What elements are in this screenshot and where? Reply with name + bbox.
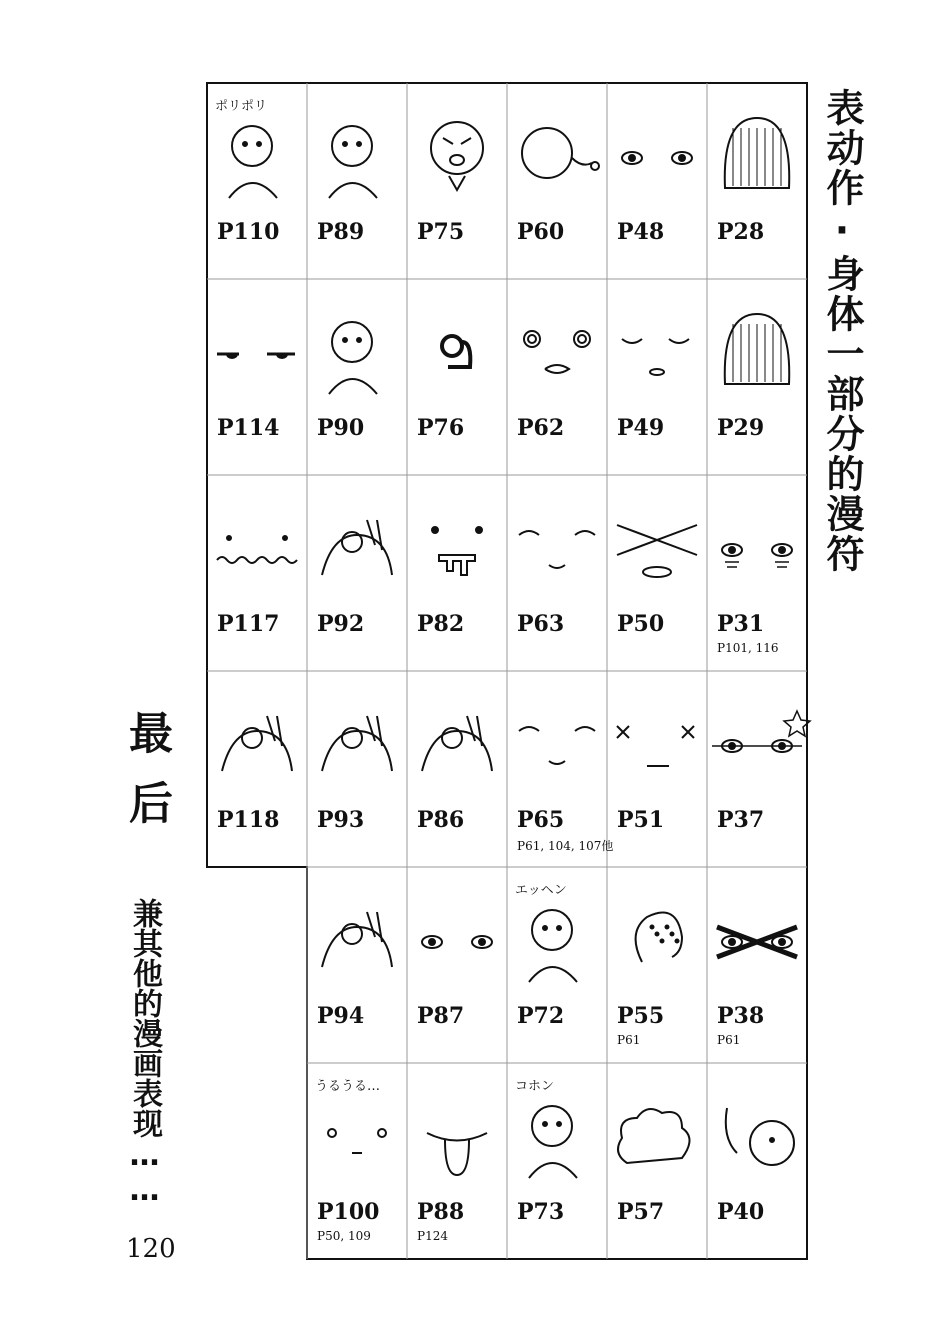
page-reference-label: P92: [317, 611, 365, 637]
page-reference-label: P37: [717, 807, 765, 833]
page-reference-label: P57: [617, 1199, 665, 1225]
wink-eyes-icon: [422, 936, 492, 948]
dotted-head-icon: [636, 913, 682, 963]
spiral-eyes-icon: [524, 331, 590, 373]
chapter-title: 最后: [121, 710, 172, 850]
peace-sign-person-icon: [329, 126, 377, 198]
half-closed-eyes-icon: [217, 354, 295, 358]
hair-bob-icon: [725, 118, 789, 188]
page-reference-label: P82: [417, 611, 465, 637]
page-reference-label: P89: [317, 219, 365, 245]
wavy-mouth-icon: [217, 536, 297, 563]
page-reference-label: P87: [417, 1003, 465, 1029]
chapter-subtitle: 兼其他的漫画表现……: [127, 898, 162, 1208]
flexed-arm-icon: [422, 716, 492, 771]
page-reference-label: P117: [217, 611, 280, 637]
x-eyes-icon: [617, 726, 694, 766]
page-reference-label: P63: [517, 611, 565, 637]
page-reference-label: P72: [517, 1003, 565, 1029]
thinking-person-icon: [329, 322, 377, 394]
ghost-head-icon: [726, 1108, 794, 1165]
page-reference-label: P88: [417, 1199, 465, 1225]
closed-eyes-lashes-icon: [622, 339, 689, 375]
page-reference-label: P55: [617, 1003, 665, 1029]
page-reference-label: P28: [717, 219, 765, 245]
page-number: 120: [126, 1234, 176, 1264]
sound-effect-text: エッヘン: [515, 883, 567, 898]
page-reference-label: P110: [217, 219, 280, 245]
angry-eyes-icon: [717, 927, 797, 957]
additional-page-reference: P101, 116: [717, 641, 779, 655]
additional-page-reference: P61: [717, 1033, 741, 1047]
page-reference-label: P48: [617, 219, 665, 245]
crying-face-icon: [328, 1129, 386, 1153]
smile-face-icon: [519, 531, 595, 568]
teary-eyes-icon: [722, 544, 792, 567]
messy-hair-icon: [725, 314, 789, 384]
tongue-out-icon: [427, 1133, 487, 1175]
star-eyes-icon: [712, 711, 810, 752]
cough-person-icon: [529, 910, 577, 982]
round-face-sweat-icon: [522, 128, 599, 178]
page-reference-label: P86: [417, 807, 465, 833]
page-reference-label: P29: [717, 415, 765, 441]
page-title: 表动作·身体一部分的漫符: [820, 88, 864, 574]
smoke-cloud-icon: [618, 1109, 690, 1163]
additional-page-reference: P50, 109: [317, 1229, 371, 1243]
sound-effect-text: コホン: [515, 1079, 555, 1094]
additional-page-reference: P124: [417, 1229, 448, 1243]
kneeling-legs-icon: [222, 716, 292, 771]
page-reference-label: P76: [417, 415, 465, 441]
page-reference-label: P114: [217, 415, 280, 441]
page-reference-label: P90: [317, 415, 365, 441]
drooling-face-icon: [432, 527, 482, 575]
page-reference-label: P49: [617, 415, 665, 441]
clap-hand-icon: [322, 912, 392, 967]
crouched-figure-icon: [442, 336, 470, 367]
page-reference-label: P51: [617, 807, 665, 833]
page-reference-label: P118: [217, 807, 280, 833]
phone-call-icon: [229, 126, 277, 198]
crossed-lines-icon: [617, 525, 697, 577]
page-reference-label: P40: [717, 1199, 765, 1225]
page-reference-label: P93: [317, 807, 365, 833]
page-reference-label: P62: [517, 415, 565, 441]
page-reference-label: P75: [417, 219, 465, 245]
additional-page-reference: P61: [617, 1033, 641, 1047]
page-reference-label: P31: [717, 611, 765, 637]
ok-hand-icon: [322, 520, 392, 575]
page-reference-label: P100: [317, 1199, 380, 1225]
fist-hand-icon: [322, 716, 392, 771]
cough-fist-icon: [529, 1106, 577, 1178]
staring-eyes-icon: [622, 152, 692, 164]
sound-effect-text: ポリポリ: [215, 99, 268, 114]
angry-face-icon: [431, 122, 483, 190]
page-reference-label: P65: [517, 807, 565, 833]
additional-page-reference: P61, 104, 107他: [517, 839, 614, 853]
page-reference-label: P50: [617, 611, 665, 637]
sound-effect-text: うるうる…: [315, 1079, 381, 1094]
page-reference-label: P38: [717, 1003, 765, 1029]
page-reference-label: P60: [517, 219, 565, 245]
page-reference-label: P94: [317, 1003, 365, 1029]
sad-eyes-icon: [519, 727, 595, 764]
page-reference-label: P73: [517, 1199, 565, 1225]
